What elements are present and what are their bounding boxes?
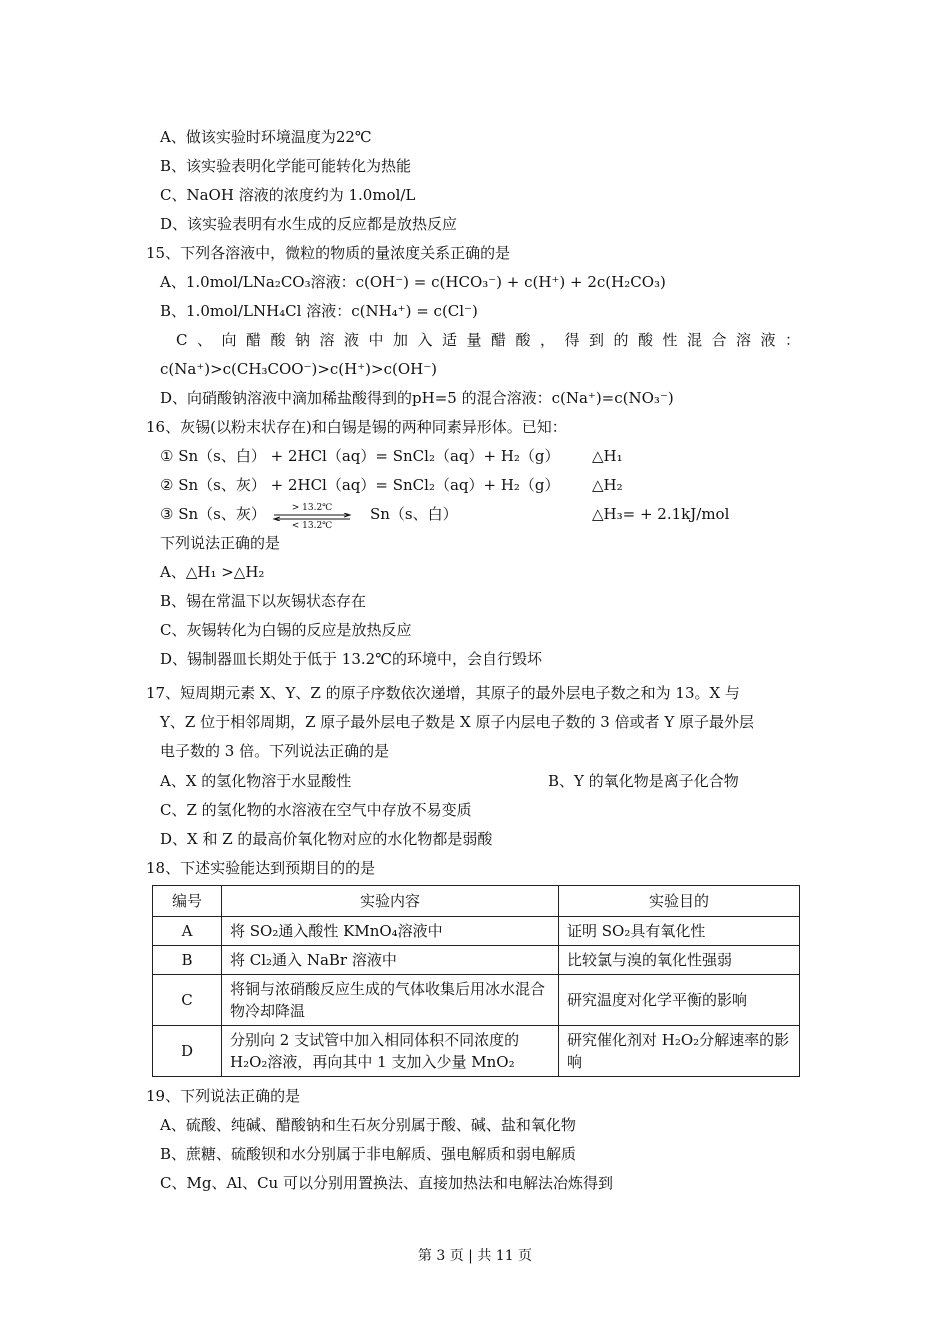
header-purpose: 实验目的: [559, 886, 800, 917]
q17-stem-line1: 17、短周期元素 X、Y、Z 的原子序数依次递增，其原子的最外层电子数之和为 13。X 与: [146, 684, 740, 702]
q15-option-a: A、1.0mol/LNa₂CO₃溶液：c(OH⁻) = c(HCO₃⁻) + c(H⁺) + 2c(H₂CO₃): [160, 273, 666, 291]
q15-option-c-line2: c(Na⁺)>c(CH₃COO⁻)>c(H⁺)>c(OH⁻): [160, 360, 437, 378]
q16-stem: 16、灰锡(以粉末状存在)和白锡是锡的两种同素异形体。已知：: [146, 418, 567, 436]
q14-option-c: C、NaOH 溶液的浓度约为 1.0mol/L: [160, 186, 416, 204]
q19-option-a: A、硫酸、纯碱、醋酸钠和生石灰分别属于酸、碱、盐和氧化物: [160, 1116, 576, 1134]
q14-option-d: D、该实验表明有水生成的反应都是放热反应: [160, 215, 458, 233]
q19-option-b: B、蔗糖、硫酸钡和水分别属于非电解质、强电解质和弱电解质: [160, 1145, 577, 1163]
header-id: 编号: [153, 886, 222, 917]
q16-option-a: A、△H₁ >△H₂: [160, 563, 265, 581]
q17-option-c: C、Z 的氢化物的水溶液在空气中存放不易变质: [160, 801, 472, 819]
equilibrium-arrow: [272, 503, 352, 531]
q15-option-b: B、1.0mol/LNH₄Cl 溶液：c(NH₄⁺) = c(Cl⁻): [160, 302, 478, 320]
header-content: 实验内容: [222, 886, 559, 917]
table-header-row: [153, 886, 800, 917]
q16-equation-3-left: ③ Sn（s、灰）: [160, 505, 266, 523]
q18-stem: 18、下述实验能达到预期目的的是: [146, 859, 376, 877]
q17-option-b: B、Y 的氧化物是离子化合物: [548, 772, 739, 790]
q17-stem-line3: 电子数的 3 倍。下列说法正确的是: [160, 742, 390, 760]
q14-option-a: A、做该实验时环境温度为22℃: [160, 128, 372, 146]
q16-equation-1-enthalpy: △H₁: [592, 447, 623, 465]
q16-option-c: C、灰锡转化为白锡的反应是放热反应: [160, 621, 412, 639]
q16-equation-3-right: Sn（s、白）: [370, 505, 458, 523]
table-row: B 将 Cl₂通入 NaBr 溶液中 比较氯与溴的氧化性强弱: [153, 946, 800, 975]
q19-option-c: C、Mg、Al、Cu 可以分别用置换法、直接加热法和电解法冶炼得到: [160, 1174, 613, 1192]
table-row: D 分别向 2 支试管中加入相同体积不同浓度的H₂O₂溶液，再向其中 1 支加入少量 MnO₂ 研究催化剂对 H₂O₂分解速率的影响: [153, 1026, 800, 1077]
q16-option-d: D、锡制器皿长期处于低于 13.2℃的环境中，会自行毁坏: [160, 650, 542, 668]
q15-option-c-line1: C 、 向 醋 酸 钠 溶 液 中 加 入 适 量 醋 酸 ， 得 到 的 酸 性 混 合 溶 液 ：: [176, 331, 800, 349]
q17-stem-line2: Y、Z 位于相邻周期，Z 原子最外层电子数是 X 原子内层电子数的 3 倍或者 Y 原子最外层: [160, 713, 755, 731]
q16-option-b: B、锡在常温下以灰锡状态存在: [160, 592, 367, 610]
q16-equation-2-enthalpy: △H₂: [592, 476, 623, 494]
experiment-table: [152, 885, 800, 1077]
q16-equation-1: ① Sn（s、白） + 2HCl（aq）= SnCl₂（aq）+ H₂（g）: [160, 447, 560, 465]
table-row: A 将 SO₂通入酸性 KMnO₄溶液中 证明 SO₂具有氧化性: [153, 917, 800, 946]
arrow-condition-above: > 13.2℃: [291, 503, 333, 513]
page-footer: 第 3 页 | 共 11 页: [417, 1248, 533, 1264]
q15-stem: 15、下列各溶液中，微粒的物质的量浓度关系正确的是: [146, 244, 511, 262]
q17-option-d: D、X 和 Z 的最高价氧化物对应的水化物都是弱酸: [160, 830, 493, 848]
q16-equation-2: ② Sn（s、灰） + 2HCl（aq）= SnCl₂（aq）+ H₂（g）: [160, 476, 560, 494]
q14-option-b: B、该实验表明化学能可能转化为热能: [160, 157, 412, 175]
double-arrow-icon: [272, 513, 352, 521]
q19-stem: 19、下列说法正确的是: [146, 1087, 301, 1105]
q15-option-d: D、向硝酸钠溶液中滴加稀盐酸得到的pH=5 的混合溶液：c(Na⁺)=c(NO₃⁻): [160, 389, 674, 407]
q16-prompt: 下列说法正确的是: [160, 534, 281, 552]
arrow-condition-below: < 13.2℃: [291, 521, 333, 531]
q16-equation-3-enthalpy: △H₃= + 2.1kJ/mol: [592, 505, 730, 523]
q17-option-a: A、X 的氢化物溶于水显酸性: [160, 772, 352, 790]
table-row: C 将铜与浓硝酸反应生成的气体收集后用冰水混合物冷却降温 研究温度对化学平衡的影响: [153, 975, 800, 1026]
